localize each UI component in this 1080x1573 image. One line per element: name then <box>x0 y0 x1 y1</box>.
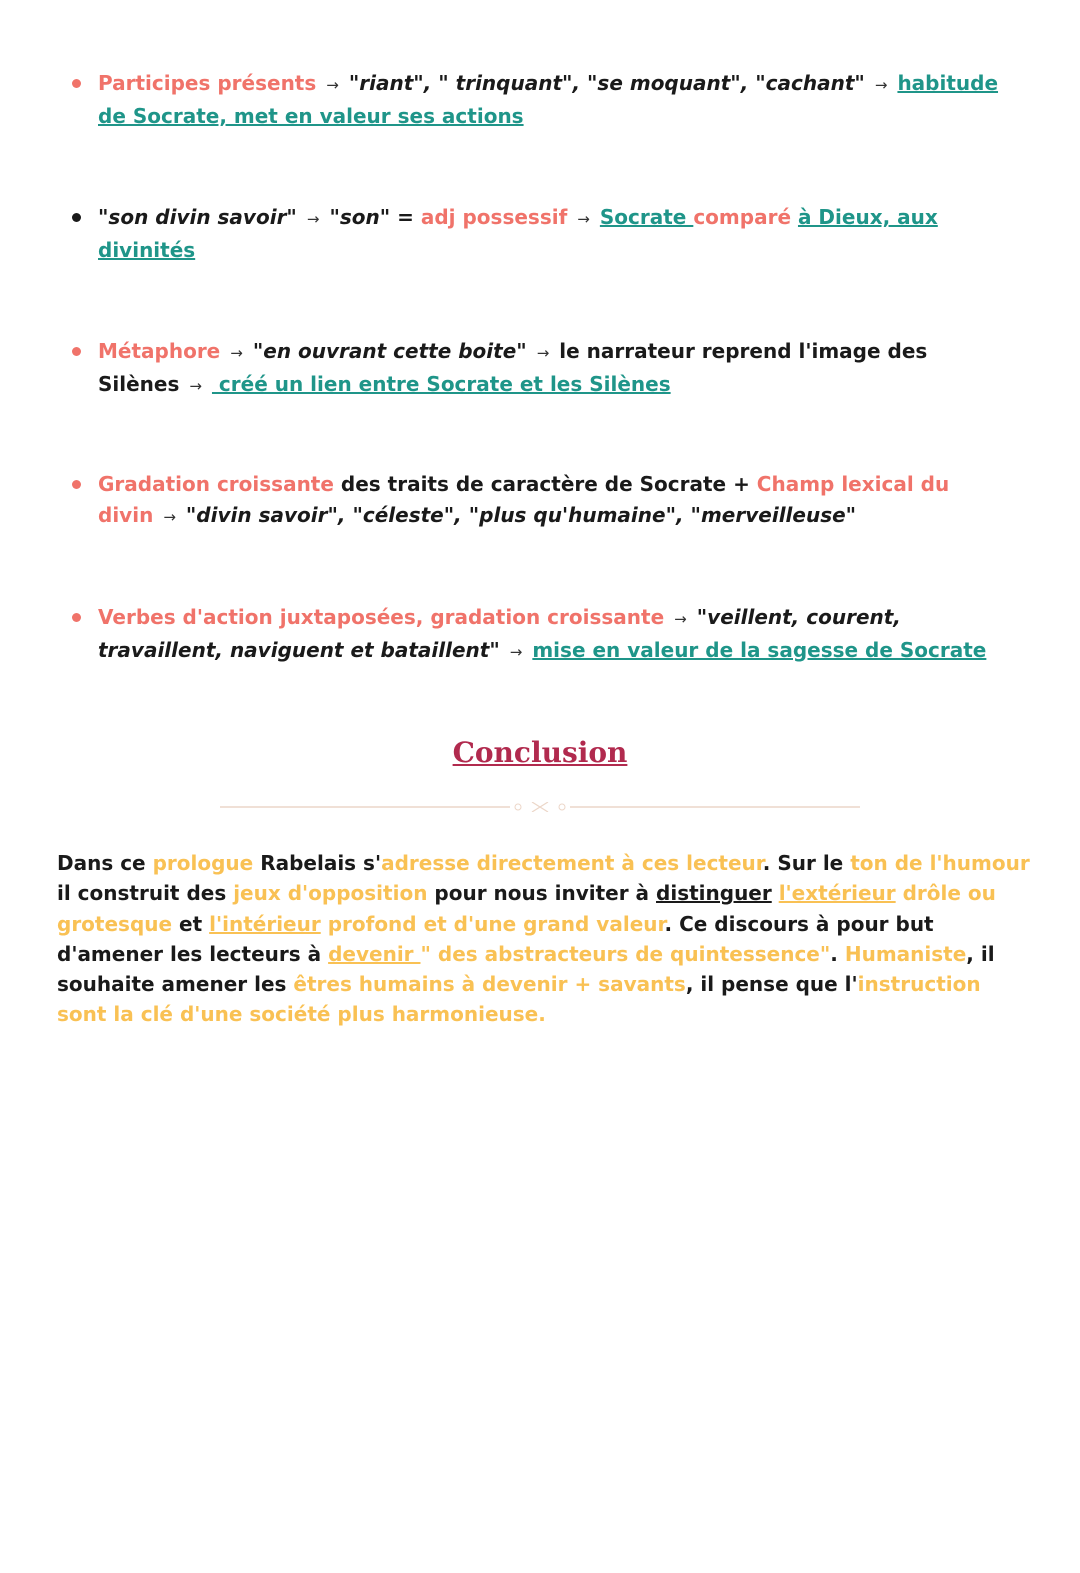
quotation: "veillent, courent, travaillent, naviguent et bataillent" <box>98 605 901 662</box>
interpretation: créé un lien entre Socrate et les Silènes <box>211 372 671 396</box>
highlight: jeux d'opposition <box>233 881 428 906</box>
term-highlight: adj possessif <box>420 205 568 229</box>
interpretation: à Dieux, aux divinités <box>98 205 938 262</box>
interpretation: mise en valeur de la sagesse de Socrate <box>532 638 987 662</box>
text: . <box>830 941 845 966</box>
bullet-divin-savoir <box>72 202 1032 266</box>
highlight: drôle ou grotesque <box>57 881 996 936</box>
interpretation: Socrate <box>599 205 694 229</box>
conclusion-paragraph <box>57 848 1032 1030</box>
term-highlight: comparé <box>693 205 798 229</box>
text: , il souhaite amener les <box>57 941 995 997</box>
highlight: Humaniste <box>844 941 967 966</box>
arrow-icon: → <box>230 344 243 362</box>
highlight: l'extérieur <box>778 881 896 906</box>
arrow-icon: → <box>577 210 590 228</box>
arrow-icon: → <box>874 76 888 94</box>
highlight: devenir <box>328 941 421 966</box>
highlight: instruction sont la clé d'une société plus harmonieuse. <box>57 972 981 1027</box>
bullet-text <box>98 202 1032 266</box>
bullet-dot <box>72 613 81 622</box>
arrow-icon: → <box>306 210 320 228</box>
text: Dans ce <box>57 851 153 875</box>
arrow-icon: → <box>163 508 176 526</box>
arrow-icon: → <box>189 377 202 395</box>
highlight: l'intérieur <box>209 911 321 936</box>
term-highlight: Champ lexical du divin <box>98 472 950 527</box>
text: , il pense que l' <box>685 972 858 997</box>
arrow-icon: → <box>326 76 339 94</box>
arrow-icon: → <box>536 344 550 362</box>
interpretation: habitude de Socrate, met en valeur ses actions <box>98 71 999 128</box>
text: . Ce discours à pour but d'amener les lecteurs à <box>57 911 934 966</box>
bullet-text <box>98 336 1032 402</box>
text: pour nous inviter à <box>427 881 657 906</box>
bullet-text <box>98 469 1032 533</box>
arrow-icon: → <box>674 610 687 628</box>
bullet-text <box>98 68 1032 132</box>
term-highlight: Métaphore <box>98 339 221 363</box>
bullet-dot <box>72 79 81 88</box>
text: . Sur le <box>762 851 851 875</box>
bullet-dot <box>72 480 81 489</box>
quotation: "riant", " trinquant", "se moquant", "cachant" <box>348 71 865 95</box>
bullet-gradation <box>72 469 1032 533</box>
quotation: "son" <box>329 205 391 229</box>
text: le narrateur reprend l'image des Silènes <box>98 339 928 396</box>
term-highlight: Verbes d'action juxtaposées, gradation croissante <box>98 605 665 629</box>
ornament-divider <box>220 802 860 812</box>
arrow-icon: → <box>509 643 523 661</box>
text: des traits de caractère de Socrate + <box>333 472 757 496</box>
bullet-dot <box>72 213 81 222</box>
quotation: "en ouvrant cette boite" <box>252 339 527 363</box>
quotation: "son divin savoir" <box>98 205 297 229</box>
bullet-text <box>98 602 1032 668</box>
highlight: ton de l'humour <box>850 851 1030 875</box>
quotation: "divin savoir", "céleste", "plus qu'humaine", "merveilleuse" <box>185 503 857 527</box>
bullet-dot <box>72 347 81 356</box>
text: Rabelais s' <box>253 851 382 875</box>
conclusion-title-text: Conclusion <box>452 736 628 769</box>
highlight: " des abstracteurs de quintessence" <box>420 941 831 966</box>
bullet-verbes <box>72 602 1032 668</box>
text: = <box>390 205 421 229</box>
bullet-metaphore <box>72 336 1032 402</box>
bullet-participes <box>72 68 1032 132</box>
term-highlight: Participes présents <box>98 71 317 95</box>
conclusion-title <box>0 736 1080 769</box>
text <box>772 881 779 905</box>
highlight: êtres humains à devenir + savants <box>293 972 686 997</box>
highlight: adresse directement à ces lecteur <box>381 851 763 875</box>
highlight: prologue <box>152 851 254 875</box>
highlight: distinguer <box>656 881 772 906</box>
text: et <box>172 911 210 936</box>
text: il construit des <box>57 881 234 906</box>
term-highlight: Gradation croissante <box>98 472 334 496</box>
highlight: profond et d'une grand valeur <box>320 911 665 936</box>
